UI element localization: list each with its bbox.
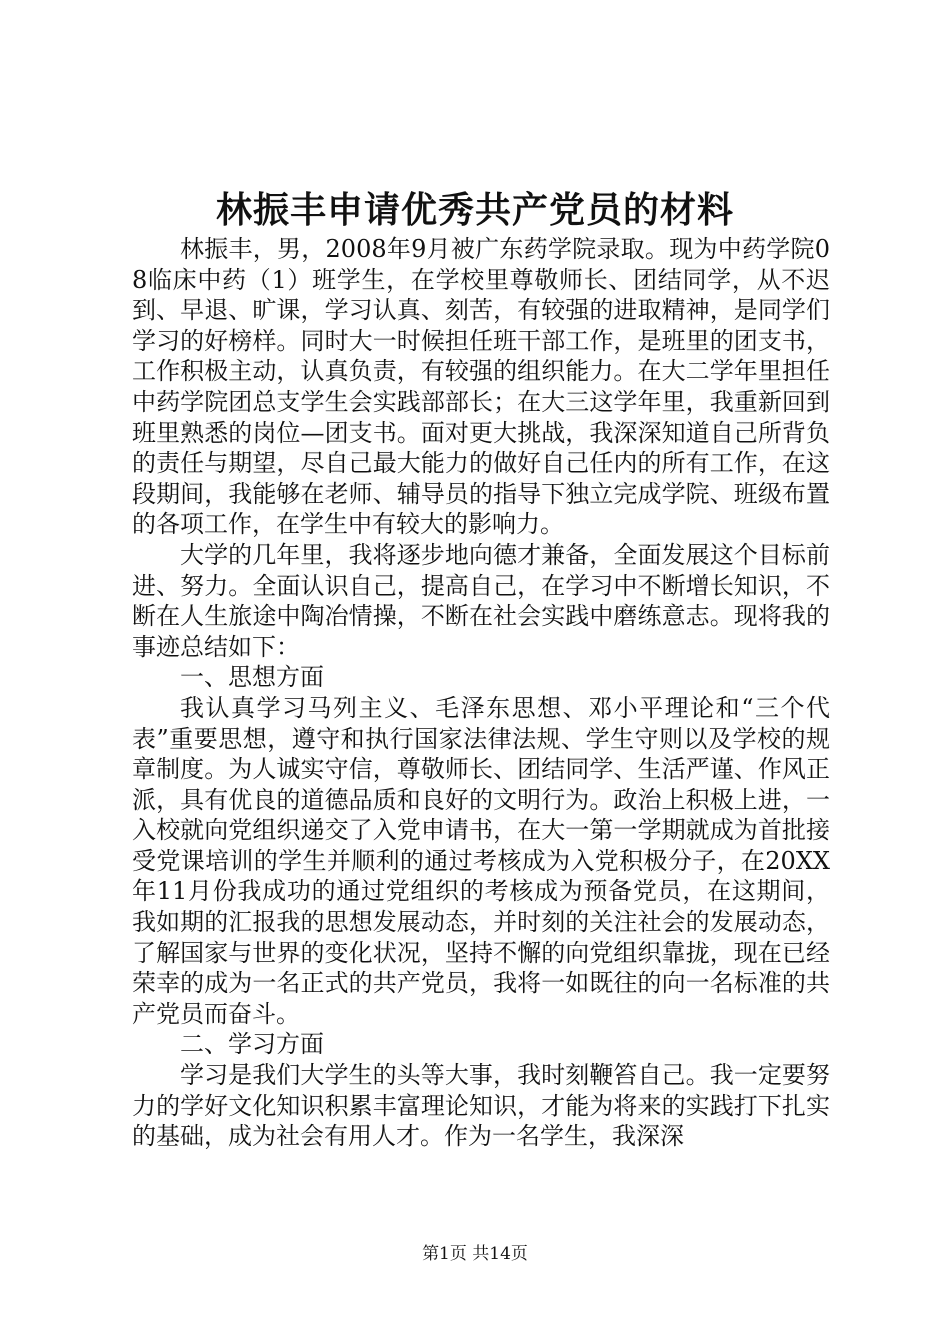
document-title: 林振丰申请优秀共产党员的材料 (215, 189, 734, 231)
section-heading-thought: 一、思想方面 (180, 663, 324, 692)
paragraph-intro: 林振丰，男，2008年9月被广东药学院录取。现为中药学院08临床中药（1）班学生，在学校里尊敬师长、团结同学，从不迟到、早退、旷课，学习认真、刻苦，有较强的进取精神，是同学们学习的好榜样。同时大一时候担任班干部工作，是班里的团支书，工作积极主动，认真负责，有较强的组织能力。在大二学年里担任中药学院团总支学生会实践部部长；在大三这学年里，我重新回到班里熟悉的岗位—团支书。面对更大挑战，我深深知道自己所背负的责任与期望，尽自己最大能力的做好自己任内的所有工作，在这段期间，我能够在老师、辅导员的指导下独立完成学院、班级布置的各项工作，在学生中有较大的影响力。 (132, 235, 830, 539)
page-footer: 第1页 共14页 (422, 1244, 528, 1264)
paragraph-summary: 大学的几年里，我将逐步地向德才兼备，全面发展这个目标前进、努力。全面认识自己，提高自己，在学习中不断增长知识，不断在人生旅途中陶冶情操，不断在社会实践中磨练意志。现将我的事迹总结如下： (132, 540, 830, 661)
section-heading-study: 二、学习方面 (180, 1030, 324, 1059)
paragraph-thought: 我认真学习马列主义、毛泽东思想、邓小平理论和“三个代表”重要思想，遵守和执行国家法律法规、学生守则以及学校的规章制度。为人诚实守信，尊敬师长、团结同学、生活严谨、作风正派，具有优良的道德品质和良好的文明行为。政治上积极上进，一入校就向党组织递交了入党申请书，在大一第一学期就成为首批接受党课培训的学生并顺利的通过考核成为入党积极分子，在20XX年11月份我成功的通过党组织的考核成为预备党员，在这期间，我如期的汇报我的思想发展动态，并时刻的关注社会的发展动态，了解国家与世界的变化状况，坚持不懈的向党组织靠拢，现在已经荣幸的成为一名正式的共产党员，我将一如既往的向一名标准的共产党员而奋斗。 (132, 693, 830, 1028)
document-body (132, 234, 830, 1152)
paragraph-study: 学习是我们大学生的头等大事，我时刻鞭笞自己。我一定要努力的学好文化知识积累丰富理论知识，才能为将来的实践打下扎实的基础，成为社会有用人才。作为一名学生，我深深 (132, 1061, 830, 1151)
